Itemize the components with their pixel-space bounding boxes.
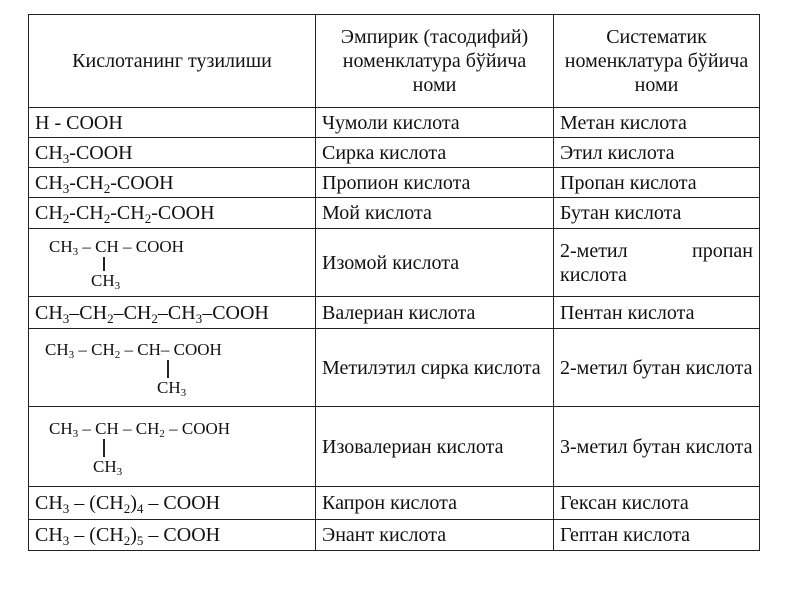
structural-formula (35, 336, 309, 400)
branch-bond (103, 439, 105, 457)
formula-cell (29, 138, 316, 168)
formula-cell (29, 108, 316, 138)
formula-main-chain: $CH_3$ – CH – COOH (49, 236, 184, 258)
formula-cell (29, 297, 316, 329)
formula-cell (29, 198, 316, 229)
formula-cell (29, 407, 316, 487)
systematic-name-cell: 3-метил бутан кислота (554, 407, 760, 487)
systematic-name-cell: Бутан кислота (554, 198, 760, 229)
structural-formula (35, 415, 309, 479)
formula-text: H - COOH (35, 111, 123, 134)
empirical-name-cell: Изомой кислота (316, 229, 554, 297)
header-structure: Кислотанинг тузилиши (29, 15, 316, 108)
formula-cell (29, 520, 316, 551)
branch-bond (103, 257, 105, 271)
systematic-name-cell: 2-метил пропан кислота (554, 229, 760, 297)
formula-text: $CH_3-CH_2$-COOH (35, 171, 174, 196)
branch-bond (167, 360, 169, 378)
formula-main-chain: $CH_3$ – CH – $CH_2$ – COOH (49, 418, 231, 440)
header-systematic: Систематик номенклатура бўйича номи (554, 15, 760, 108)
table-row (29, 168, 760, 198)
formula-cell (29, 229, 316, 297)
table-row (29, 329, 760, 407)
table-row (29, 229, 760, 297)
structural-formula (35, 235, 309, 291)
empirical-name-cell: Чумоли кислота (316, 108, 554, 138)
table-row (29, 108, 760, 138)
formula-branch: $CH_3$ (91, 270, 121, 292)
acid-nomenclature-table (28, 14, 760, 551)
empirical-name-cell: Мой кислота (316, 198, 554, 229)
table-row (29, 297, 760, 329)
systematic-name-cell: Этил кислота (554, 138, 760, 168)
formula-main-chain: $CH_3 - CH_2 - CH-$ COOH (45, 339, 222, 361)
systematic-name-cell: Пропан кислота (554, 168, 760, 198)
formula-text: $CH_3 - (CH_2)_4$ – COOH (35, 492, 221, 516)
header-empirical: Эмпирик (тасодифий) номенклатура бўйича номи (316, 15, 554, 108)
empirical-name-cell: Сирка кислота (316, 138, 554, 168)
table-row (29, 198, 760, 229)
header-row (29, 15, 760, 108)
systematic-name-cell: Гексан кислота (554, 487, 760, 520)
empirical-name-cell: Пропион кислота (316, 168, 554, 198)
empirical-name-cell: Изовалериан кислота (316, 407, 554, 487)
systematic-name-cell: Метан кислота (554, 108, 760, 138)
empirical-name-cell: Метилэтил сирка кислота (316, 329, 554, 407)
formula-cell (29, 487, 316, 520)
systematic-name-cell: 2-метил бутан кислота (554, 329, 760, 407)
empirical-name-cell: Валериан кислота (316, 297, 554, 329)
table-row (29, 520, 760, 551)
table-row (29, 487, 760, 520)
formula-text: $CH_3 - (CH_2)_5$ – COOH (35, 524, 221, 548)
formula-text: $CH_2-CH_2-CH_2$-COOH (35, 202, 215, 226)
systematic-name-cell: Гептан кислота (554, 520, 760, 551)
formula-text: $CH_3$-COOH (35, 141, 133, 166)
formula-branch: $CH_3$ (157, 377, 187, 399)
empirical-name-cell: Капрон кислота (316, 487, 554, 520)
formula-cell (29, 329, 316, 407)
table-row (29, 407, 760, 487)
empirical-name-cell: Энант кислота (316, 520, 554, 551)
table-row (29, 138, 760, 168)
systematic-name-cell: Пентан кислота (554, 297, 760, 329)
formula-branch: $CH_3$ (93, 456, 123, 478)
formula-cell (29, 168, 316, 198)
formula-text: $CH_3-CH_2-CH_2-CH_3$–COOH (35, 301, 269, 326)
